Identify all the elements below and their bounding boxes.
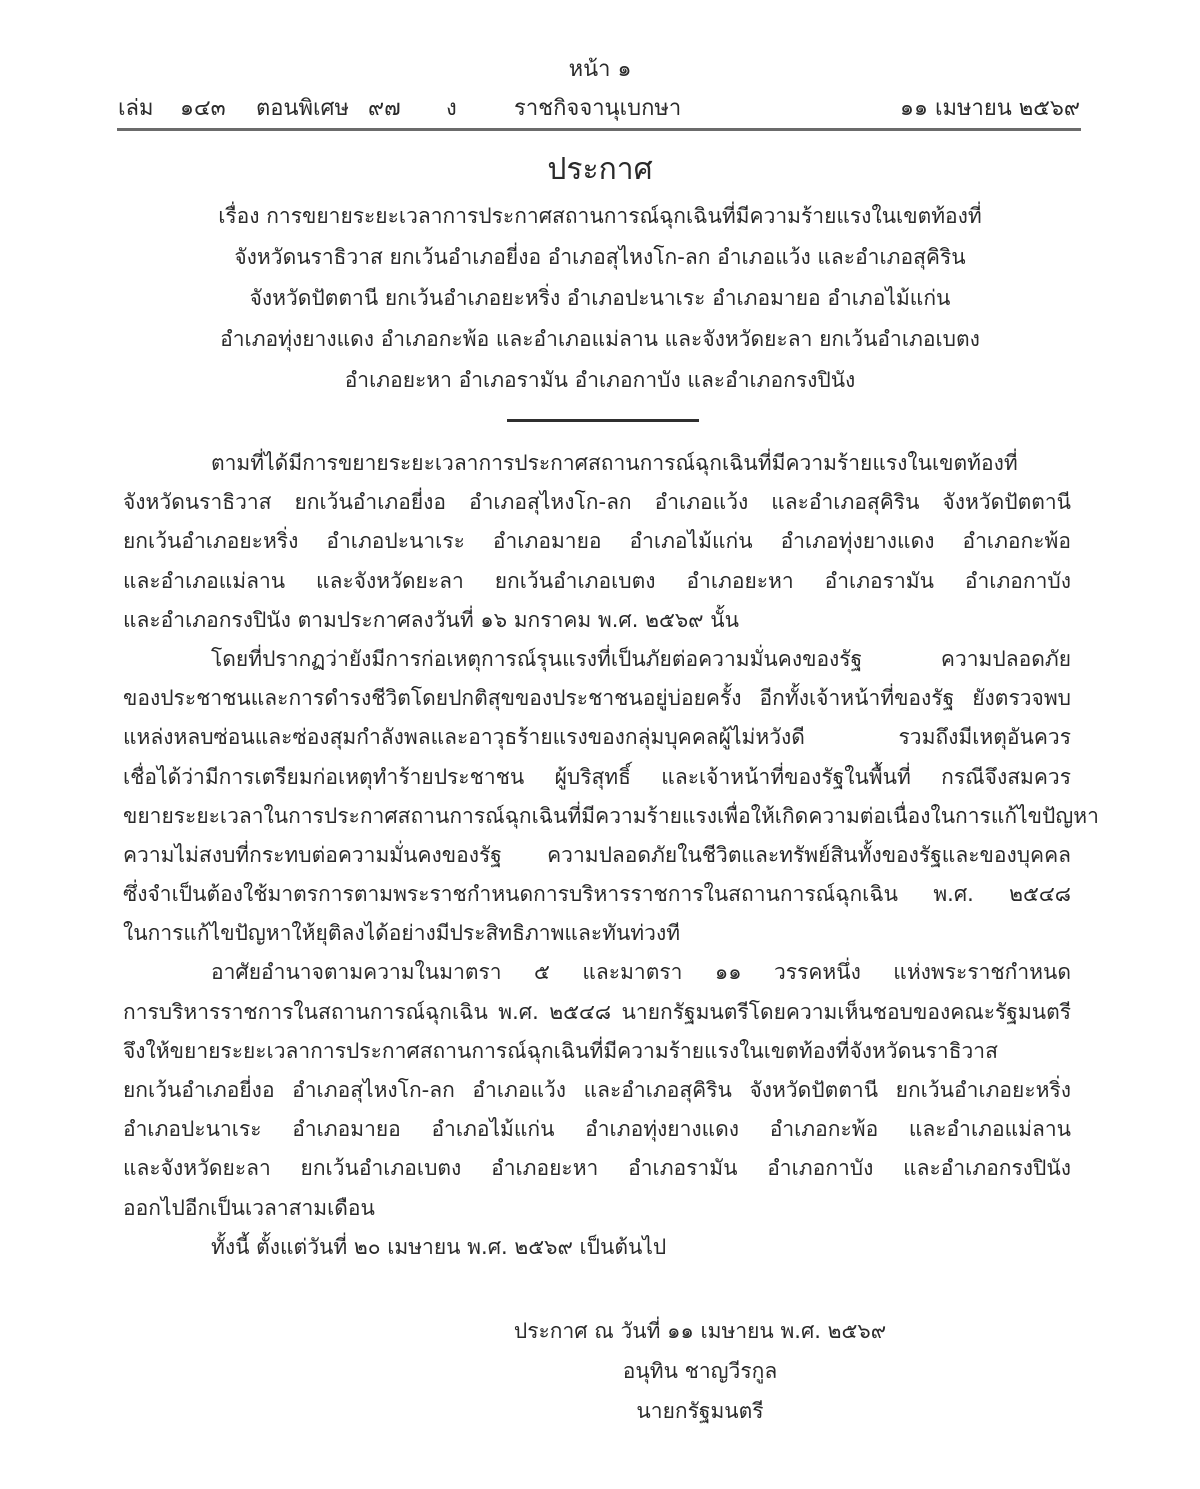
subject-line: เรื่อง การขยายระยะเวลาการประกาศสถานการณ์ฉุกเฉินที่มีความร้ายแรงในเขตท้องที่ <box>218 204 982 228</box>
paragraph-2-line: เชื่อได้ว่ามีการเตรียมก่อเหตุทำร้ายประชาชน ผู้บริสุทธิ์ และเจ้าหน้าที่ของรัฐในพื้นที่ กรณีจึงสมควร <box>123 764 1071 789</box>
announcement-subject <box>150 196 1050 401</box>
paragraph-3-line: อำเภอปะนาเระ อำเภอมายอ อำเภอไม้แก่น อำเภอทุ่งยางแดง อำเภอกะพ้อ และอำเภอแม่ลาน <box>123 1117 1071 1142</box>
header-divider <box>117 128 1081 131</box>
signature-date: ประกาศ ณ วันที่ ๑๑ เมษายน พ.ศ. ๒๕๖๙ <box>513 1319 887 1343</box>
volume-number: ๑๔๓ <box>180 96 226 121</box>
header-date: ๑๑ เมษายน ๒๕๖๙ <box>900 96 1080 121</box>
paragraph-1-line: จังหวัดนราธิวาส ยกเว้นอำเภอยี่งอ อำเภอสุไหงโก-ลก อำเภอแว้ง และอำเภอสุคิริน จังหวัดปัตตานี <box>123 490 1071 515</box>
title-separator <box>507 419 699 422</box>
paragraph-2-line: ซึ่งจำเป็นต้องใช้มาตรการตามพระราชกำหนดการบริหารราชการในสถานการณ์ฉุกเฉิน พ.ศ. ๒๕๔๘ <box>123 882 1071 907</box>
paragraph-3-line: และจังหวัดยะลา ยกเว้นอำเภอเบตง อำเภอยะหา อำเภอรามัน อำเภอกาบัง และอำเภอกรงปินัง <box>123 1156 1071 1181</box>
announcement-title: ประกาศ <box>547 152 653 187</box>
paragraph-2-line: ของประชาชนและการดำรงชีวิตโดยปกติสุขของประชาชนอยู่บ่อยครั้ง อีกทั้งเจ้าหน้าที่ของรัฐ ยังตรวจพบ <box>123 686 1071 711</box>
volume-label: เล่ม <box>118 96 154 121</box>
issue-label: ตอนพิเศษ <box>256 96 350 121</box>
paragraph-2-line: ขยายระยะเวลาในการประกาศสถานการณ์ฉุกเฉินที่มีความร้ายแรงเพื่อให้เกิดความต่อเนื่องในการแก้ไขปัญหา <box>123 803 1099 828</box>
issue-number: ๙๗ <box>368 96 401 121</box>
paragraph-3-line: อาศัยอำนาจตามความในมาตรา ๕ และมาตรา ๑๑ วรรคหนึ่ง แห่งพระราชกำหนด <box>211 960 1071 985</box>
paragraph-3-line: การบริหารราชการในสถานการณ์ฉุกเฉิน พ.ศ. ๒๕๔๘ นายกรัฐมนตรีโดยความเห็นชอบของคณะรัฐมนตรี <box>123 999 1071 1024</box>
subject-line: จังหวัดนราธิวาส ยกเว้นอำเภอยี่งอ อำเภอสุไหงโก-ลก อำเภอแว้ง และอำเภอสุคิริน <box>234 245 966 269</box>
signature-block <box>440 1311 960 1431</box>
paragraph-2-line: ในการแก้ไขปัญหาให้ยุติลงได้อย่างมีประสิทธิภาพและทันท่วงที <box>123 921 681 946</box>
gazette-name: ราชกิจจานุเบกษา <box>514 96 682 121</box>
paragraph-1-line: และอำเภอแม่ลาน และจังหวัดยะลา ยกเว้นอำเภอเบตง อำเภอยะหา อำเภอรามัน อำเภอกาบัง <box>123 568 1071 593</box>
paragraph-1-line: และอำเภอกรงปินัง ตามประกาศลงวันที่ ๑๖ มกราคม พ.ศ. ๒๕๖๙ นั้น <box>123 607 739 632</box>
signatory-name: อนุทิน ชาญวีรกูล <box>622 1359 778 1383</box>
announcement-body <box>123 444 1099 1267</box>
paragraph-2-line: ความไม่สงบที่กระทบต่อความมั่นคงของรัฐ ความปลอดภัยในชีวิตและทรัพย์สินทั้งของรัฐและของบุคคล <box>123 842 1071 867</box>
paragraph-2-line: โดยที่ปรากฏว่ายังมีการก่อเหตุการณ์รุนแรงที่เป็นภัยต่อความมั่นคงของรัฐ ความปลอดภัย <box>211 646 1071 671</box>
subject-line: จังหวัดปัตตานี ยกเว้นอำเภอยะหริ่ง อำเภอปะนาเระ อำเภอมายอ อำเภอไม้แก่น <box>249 286 951 310</box>
paragraph-3-line: จึงให้ขยายระยะเวลาการประกาศสถานการณ์ฉุกเฉินที่มีความร้ายแรงในเขตท้องที่จังหวัดนราธิวาส <box>123 1038 998 1063</box>
page-number: หน้า ๑ <box>568 57 632 82</box>
gazette-header <box>118 93 1080 127</box>
paragraph-3-line: ยกเว้นอำเภอยี่งอ อำเภอสุไหงโก-ลก อำเภอแว้ง และอำเภอสุคิริน จังหวัดปัตตานี ยกเว้นอำเภอยะหริ่ง <box>123 1078 1071 1102</box>
paragraph-1-line: ยกเว้นอำเภอยะหริ่ง อำเภอปะนาเระ อำเภอมายอ อำเภอไม้แก่น อำเภอทุ่งยางแดง อำเภอกะพ้อ <box>123 529 1071 554</box>
signatory-position: นายกรัฐมนตรี <box>636 1399 764 1423</box>
section-letter: ง <box>446 96 457 121</box>
subject-line: อำเภอยะหา อำเภอรามัน อำเภอกาบัง และอำเภอกรงปินัง <box>344 368 856 392</box>
paragraph-4-line: ทั้งนี้ ตั้งแต่วันที่ ๒๐ เมษายน พ.ศ. ๒๕๖๙ เป็นต้นไป <box>211 1234 667 1259</box>
subject-line: อำเภอทุ่งยางแดง อำเภอกะพ้อ และอำเภอแม่ลาน และจังหวัดยะลา ยกเว้นอำเภอเบตง <box>220 327 980 351</box>
paragraph-1-line: ตามที่ได้มีการขยายระยะเวลาการประกาศสถานการณ์ฉุกเฉินที่มีความร้ายแรงในเขตท้องที่ <box>211 451 1018 475</box>
paragraph-2-line: แหล่งหลบซ่อนและซ่องสุมกำลังพลและอาวุธร้ายแรงของกลุ่มบุคคลผู้ไม่หวังดี รวมถึงมีเหตุอันควร <box>123 725 1071 750</box>
paragraph-3-line: ออกไปอีกเป็นเวลาสามเดือน <box>123 1195 375 1220</box>
